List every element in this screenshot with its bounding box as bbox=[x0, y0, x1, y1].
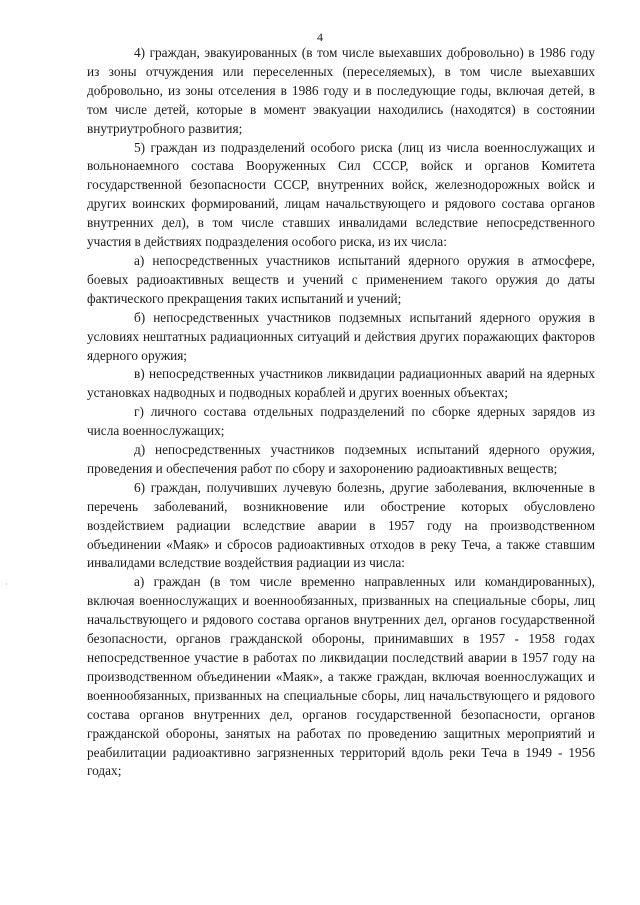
page-number: 4 bbox=[317, 30, 323, 44]
paragraph-item-5: 5) граждан из подразделений особого риска (лиц из числа военнослужащих и вольнонаемного состава Вооруженных Сил СССР, войск и органов Комитета государственной безопасности СССР, внутренних войск, железнодорожных войск и других воинских формирований, лицам начальствующего и рядового состава органов внутренних дел), в том числе ставших инвалидами вследствие непосредственного участия в действиях подразделения особого риска, из их числа: bbox=[87, 139, 595, 250]
document-body bbox=[87, 44, 595, 781]
paragraph-subitem-5a: а) непосредственных участников испытаний ядерного оружия в атмосфере, боевых радиоактивных веществ и учений с применением такого оружия до даты фактического прекращения таких испытаний и учений; bbox=[87, 252, 595, 306]
paragraph-item-6: 6) граждан, получивших лучевую болезнь, другие заболевания, включенные в перечень заболеваний, возникновение или обострение которых обусловлено воздействием радиации вследствие аварии в 1957 году на производственном объединении «Маяк» и сбросов радиоактивных отходов в реку Теча, а также ставшим инвалидами вследствие воздействия радиации из числа: bbox=[87, 479, 595, 571]
paragraph-subitem-5d: д) непосредственных участников подземных испытаний ядерного оружия, проведения и обеспечения работ по сбору и захоронению радиоактивных веществ; bbox=[87, 442, 595, 476]
paragraph-subitem-6a: а) граждан (в том числе временно направленных или командированных), включая военнослужащих и военнообязанных, призванных на специальные сборы, лиц начальствующего и рядового состава органов внутренних дел, органов государственной безопасности, органов гражданской обороны, принимавших в 1957 - 1958 годах непосредственное участие в работах по ликвидации последствий аварии в 1957 году на производственном объединении «Маяк», а также граждан, включая военнослужащих и военнообязанных, призванных на специальные сборы, лиц начальствующего и рядового состава органов внутренних дел, органов государственной безопасности, органов гражданской обороны, занятых на работах по проведению защитных мероприятий и реабилитации радиоактивно загрязненных территорий вдоль реки Теча в 1949 - 1956 годах; bbox=[87, 574, 595, 779]
paragraph-subitem-5g: г) личного состава отдельных подразделений по сборке ядерных зарядов из числа военнослужащих; bbox=[87, 404, 595, 439]
paragraph-subitem-5b: б) непосредственных участников подземных испытаний ядерного оружия в условиях нештатных радиационных ситуаций и действия других поражающих факторов ядерного оружия; bbox=[87, 309, 595, 363]
scan-margin-mark: · bbox=[5, 580, 8, 589]
paragraph-subitem-5v: в) непосредственных участников ликвидации радиационных аварий на ядерных установках надводных и подводных кораблей и других военных объектах; bbox=[87, 366, 595, 401]
paragraph-item-4: 4) граждан, эвакуированных (в том числе выехавших добровольно) в 1986 году из зоны отчуждения или переселенных (переселяемых), в том числе выехавших добровольно, из зоны отселения в 1986 году и в последующие годы, включая детей, в том числе детей, которые в момент эвакуации находились (находятся) в состоянии внутриутробного развития; bbox=[87, 45, 595, 136]
